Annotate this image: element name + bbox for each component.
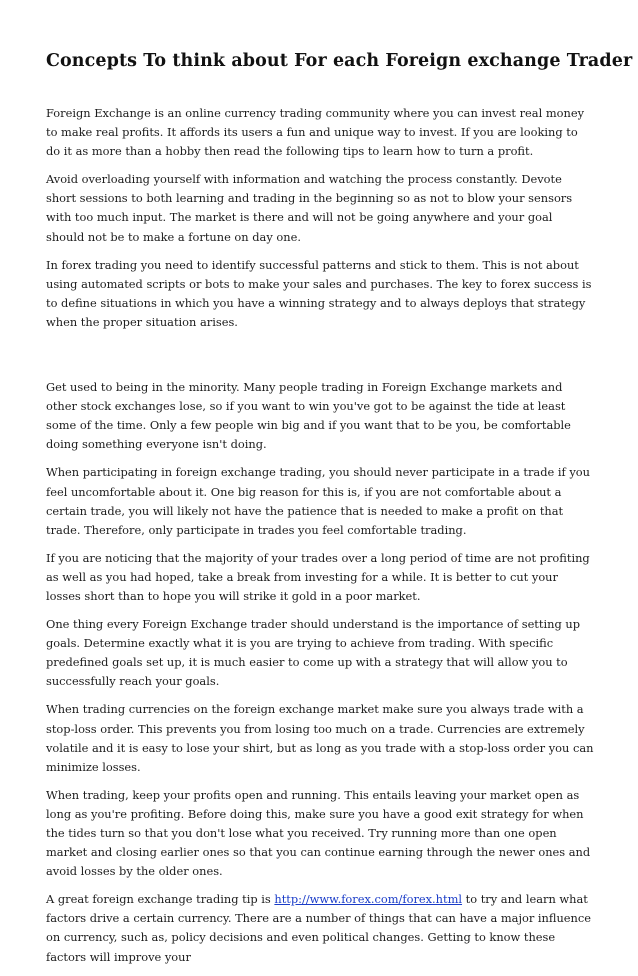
- link-trailing-text: to try and learn what factors drive a certain currency. There are a number of things that can have a major influence on currency, such as, policy decisions and even political changes. Getting to know these factors will improve your: [46, 892, 592, 964]
- link-lead-text: A great foreign exchange trading tip is: [46, 892, 275, 907]
- document-page: [46, 48, 633, 976]
- paragraph-intro: Foreign Exchange is an online currency trading community where you can invest real money to make real profits. It affords its users a fun and unique way to invest. If you are looking to do it as more than a hobby then read the following tips to learn how to turn a profit.: [46, 106, 585, 159]
- forex-link[interactable]: http://www.forex.com/forex.html: [274, 892, 463, 907]
- paragraph-minority: Get used to being in the minority. Many people trading in Foreign Exchange markets and other stock exchanges lose, so if you want to win you've got to be against the tide at least some of the time. Only a few people win big and if you want that to be you, be comfortable doing something everyone isn't doing.: [46, 380, 571, 452]
- paragraph-profits-running: When trading, keep your profits open and running. This entails leaving your market open as long as you're profiting. Before doing this, make sure you have a good exit strategy for when the tides turn so that you don't lose what you received. Try running more than one open market and closing earlier ones so that you can continue earning through the newer ones and avoid losses by the older ones.: [46, 787, 591, 879]
- paragraph-take-a-break: If you are noticing that the majority of your trades over a long period of time are not profiting as well as you had hoped, take a break from investing for a while. It is better to cut your losses short than to hope you will strike it gold in a poor market.: [46, 550, 590, 603]
- paragraph-uncomfortable-trades: When participating in foreign exchange trading, you should never participate in a trade if you feel uncomfortable about it. One big reason for this is, if you are not comfortable about a certain trade, you will likely not have the patience that is needed to make a profit on that trade. Therefore, only participate in trades you feel comfortable trading.: [46, 465, 590, 537]
- paragraph-avoid-overloading: Avoid overloading yourself with information and watching the process constantly. Devote short sessions to both learning and trading in the beginning so as not to blow your sensors with too much input. The market is there and will not be going anywhere and your goal should not be to make a fortune on day one.: [46, 172, 573, 244]
- paragraph-identify-patterns: In forex trading you need to identify successful patterns and stick to them. This is not about using automated scripts or bots to make your sales and purchases. The key to forex success is to define situations in which you have a winning strategy and to always deploys that strategy when the proper situation arises.: [46, 257, 592, 329]
- paragraph-stop-loss: When trading currencies on the foreign exchange market make sure you always trade with a stop-loss order. This prevents you from losing too much on a trade. Currencies are extremely volatile and it is easy to lose your shirt, but as long as you trade with a stop-loss order you can minimize losses.: [46, 702, 594, 774]
- paragraph-setting-goals: One thing every Foreign Exchange trader should understand is the importance of setting up goals. Determine exactly what it is you are trying to achieve from trading. With specific predefined goals set up, it is much easier to come up with a strategy that will allow you to successfully reach your goals.: [46, 617, 580, 689]
- document-title: Concepts To think about For each Foreign exchange Trader: [46, 51, 633, 71]
- paragraph-currency-factors: [46, 890, 594, 966]
